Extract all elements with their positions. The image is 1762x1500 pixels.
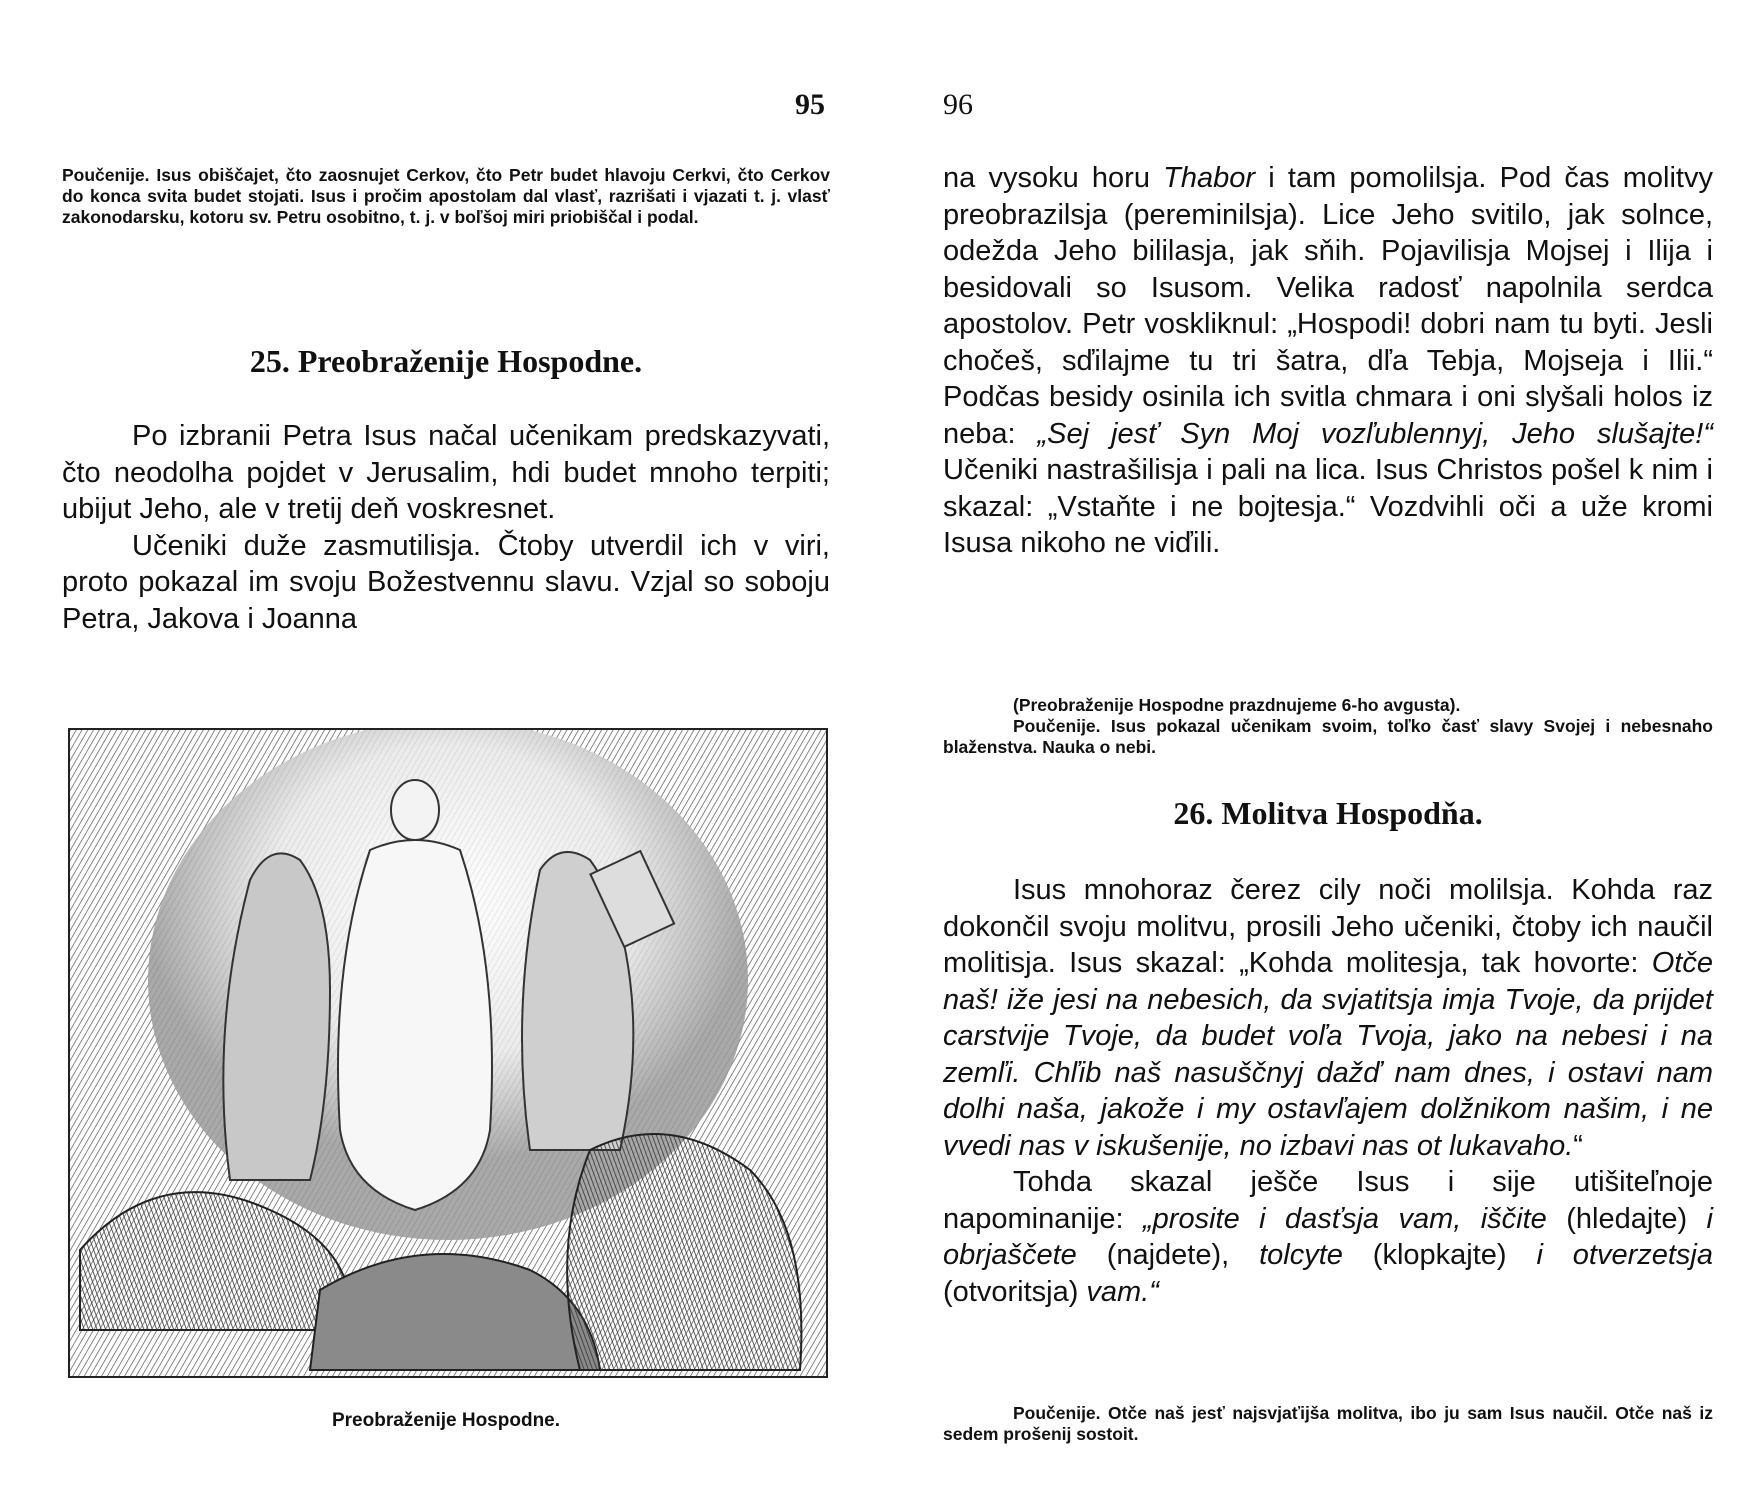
lesson-note-right-1	[943, 695, 1713, 758]
text-run-italic: i obrjaščete	[943, 1202, 1713, 1271]
text-run: Isus mnohoraz čerez cily noči molilsja. Kohda raz dokončil svoju molitvu, prosili Jeho učeniki, čtoby ich naučil molitisja. Isus skazal: „Kohda molitesja, tak hovorte:	[943, 874, 1713, 979]
engraving-image	[70, 730, 826, 1376]
body-text-right-bottom	[943, 872, 1713, 1310]
section-heading-25: 25. Preobraženije Hospodne.	[249, 343, 643, 379]
page-number-left: 95	[795, 88, 825, 121]
paragraph: Po izbranii Petra Isus načal učenikam predskazyvati, čto neodolha pojdet v Jerusalim, hdi budet mnoho terpiti; ubijut Jeho, ale v tretij deň voskresnet.	[62, 420, 830, 525]
text-run-italic: tolcyte	[1259, 1239, 1343, 1271]
text-run: Učeniki nastrašilisja i pali na lica. Isus Christos pošel k nim i skazal: „Vstaňte i ne bojtesja.“ Vozdvihli oči a uže kromi Isusa nikoho ne viďili.	[943, 454, 1713, 559]
prayer-text-italic: Otče naš! iže jesi na nebesich, da svjatitsja imja Tvoje, da prijdet carstvije Tvoje, da budet voľa Tvoja, jako na nebesi i na zemľi. Chľib naš nasuščnyj dažď nam dnes, i ostavi nam dolhi naša, jakože i my ostavľajem dolžnikom našim, i ne vvedi nas v iskušenije, no izbavi nas ot lukavaho.	[943, 947, 1713, 1162]
feast-date-note: (Preobraženije Hospodne prazdnujeme 6-ho avgusta).	[1013, 695, 1461, 715]
text-run-italic: vam.“	[1086, 1275, 1159, 1308]
text-run: Tohda skazal ješče Isus i sije utišiteľnoje napominanije:	[943, 1166, 1713, 1235]
lesson-note-right-2: Poučenije. Otče naš jesť najsvjaťijša molitva, ibo ju sam Isus naučil. Otče naš iz sedem prošenij sostoit.	[943, 1403, 1713, 1444]
text-run-italic: „Sej jesť Syn Moj vozľublennyj, Jeho slušajte!“	[1037, 417, 1714, 450]
text-run: “	[1573, 1129, 1583, 1162]
paragraph: Učeniki duže zasmutilisja. Čtoby utverdil ich v viri, proto pokazal im svoju Božestvennu slavu. Vzjal so soboju Petra, Jakova i Joanna	[62, 529, 830, 635]
text-run-italic: Thabor	[1163, 162, 1256, 194]
body-text-left	[62, 418, 830, 637]
text-run-italic: i otverzetsja	[1536, 1239, 1713, 1271]
figure-caption: Preobraženije Hospodne.	[331, 1410, 561, 1431]
text-run: (klopkajte)	[1342, 1239, 1537, 1271]
right-page	[881, 0, 1762, 1500]
body-text-right-top	[943, 160, 1713, 562]
transfiguration-illustration	[68, 728, 828, 1378]
lesson-note-left: Poučenije. Isus obiščajet, čto zaosnujet Cerkov, čto Petr budet hlavoju Cerkvi, čto Cerkov do konca svita budet stojati. Isus i pročim apostolam dal vlasť, razrišati i vjazati t. j. vlasť zakonodarsku, kotoru sv. Petru osobitno, t. j. v boľšoj miri priobiščal i podal.	[62, 165, 830, 227]
page-number-right: 96	[943, 88, 973, 121]
text-run: (hledajte)	[1546, 1202, 1707, 1235]
paragraph	[943, 160, 1713, 562]
text-run: (najdete),	[1076, 1239, 1260, 1271]
section-heading-26: 26. Molitva Hospodňa.	[1173, 795, 1483, 831]
text-run: (otvoritsja)	[943, 1275, 1087, 1308]
lesson-text: Poučenije. Isus pokazal učenikam svoim, toľko časť slavy Svojej i nebesnaho blaženstva. Nauka o nebi.	[943, 716, 1713, 757]
text-run-italic: „prosite i dasťsja vam, iščite	[1143, 1202, 1547, 1235]
paragraph	[943, 872, 1713, 1164]
text-run: na vysoku horu	[943, 162, 1164, 194]
paragraph	[943, 1164, 1713, 1310]
text-run: i tam pomolilsja. Pod čas molitvy preobrazilsja (pereminilsja). Lice Jeho svitilo, jak solnce, odežda Jeho bililasja, jak sňih. Pojavilisja Mojsej i Ilija i besidovali so Isusom. Velika radosť napolnila serdca apostolov. Petr voskliknul: „Hospodi! dobri nam tu byti. Jesli chočeš, sďilajme tu tri šatra, dľa Tebja, Mojseja i Ilii.“ Podčas besidy osinila ich svitla chmara i oni slyšali holos iz neba:	[943, 162, 1713, 450]
